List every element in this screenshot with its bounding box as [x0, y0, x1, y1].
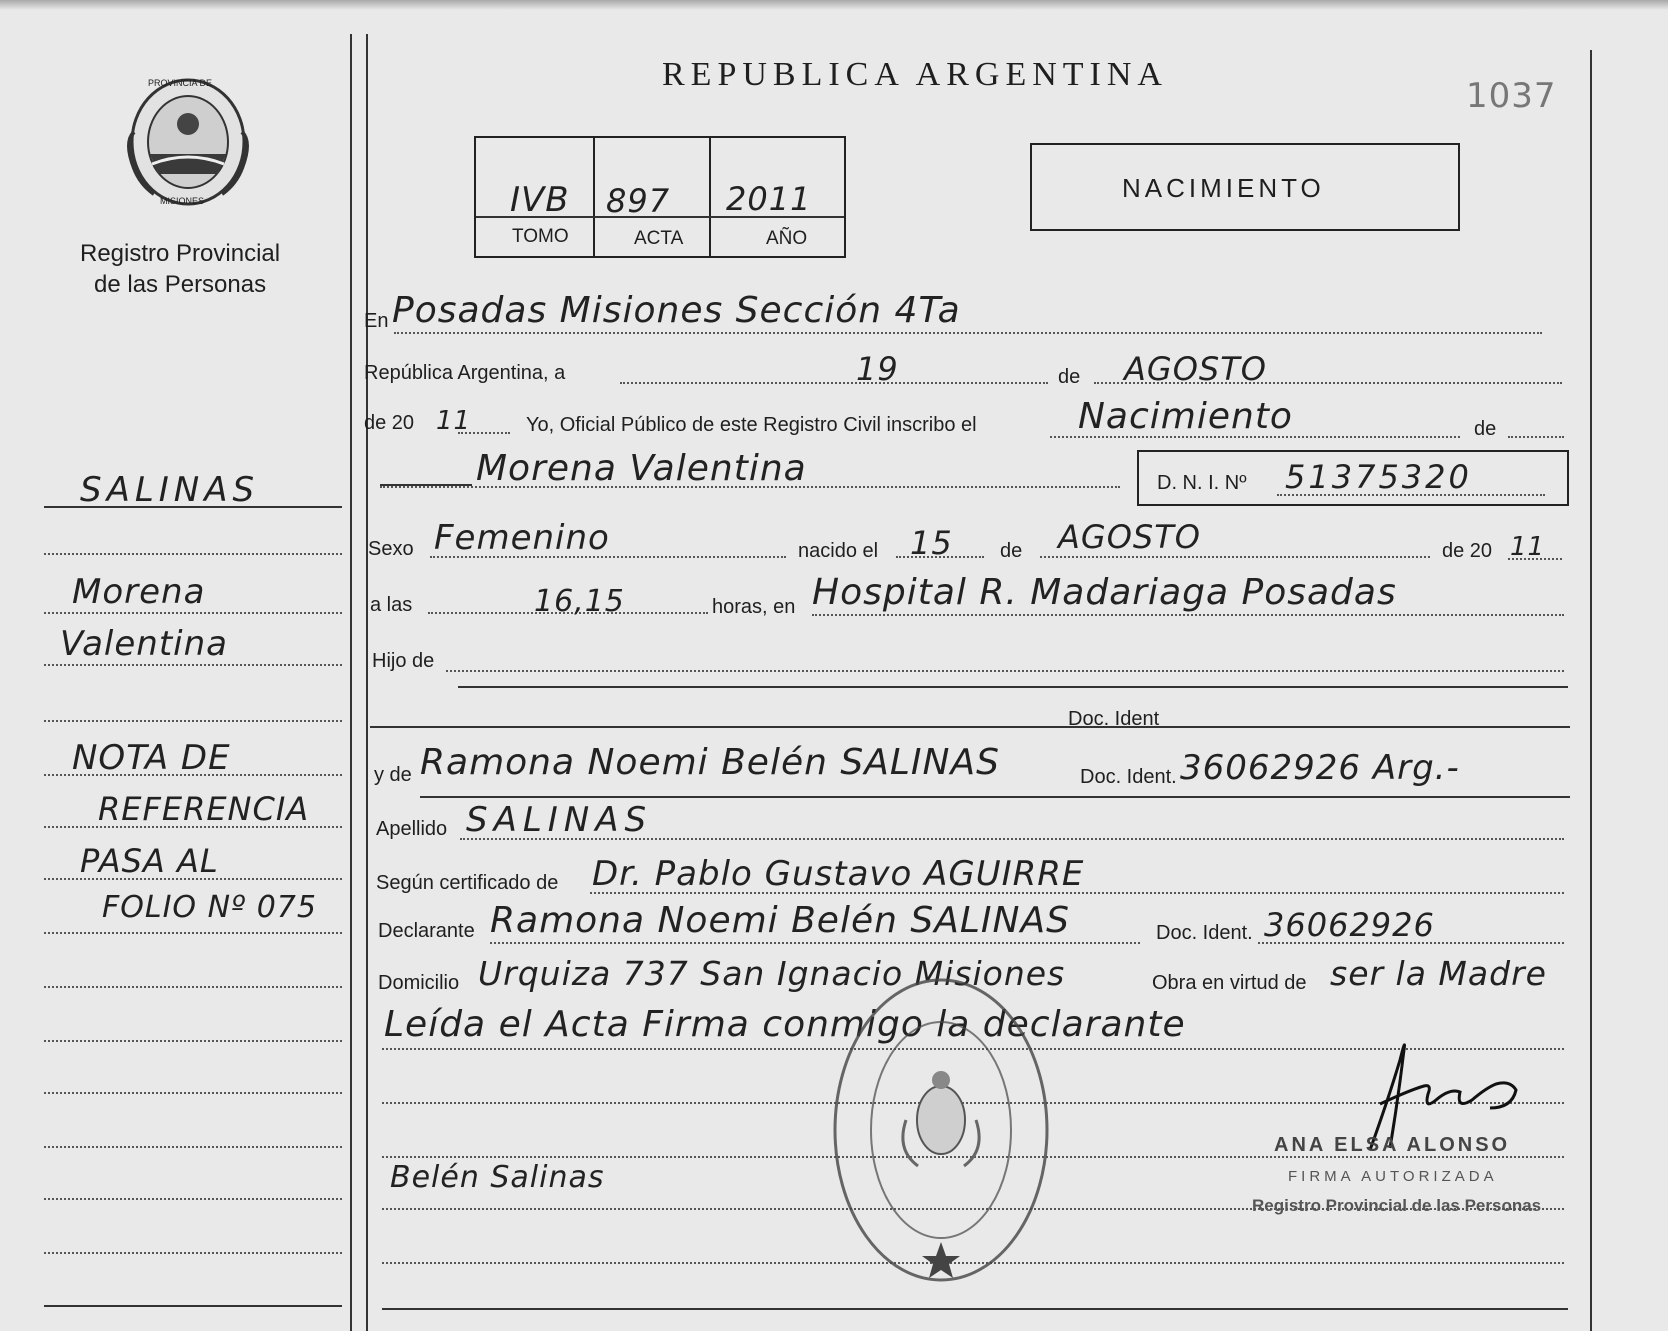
margin-note-line2: REFERENCIA: [98, 790, 310, 828]
inscribo-value: Nacimiento: [1078, 396, 1293, 437]
margin-rule: [44, 506, 342, 508]
seal-bottom-text: MISIONES: [160, 196, 205, 206]
margin-dotted-line: [44, 1146, 342, 1148]
margin-dotted-line: [44, 1198, 342, 1200]
margin-bottom-rule: [44, 1305, 342, 1307]
acta-value: 897: [606, 182, 671, 220]
mother-rule: [420, 796, 1570, 798]
mother-doc: 36062926 Arg.-: [1180, 748, 1460, 788]
apellido-value: SALINAS: [466, 800, 653, 840]
margin-dotted-line: [44, 774, 342, 776]
mother-name: Ramona Noemi Belén SALINAS: [420, 742, 1000, 783]
anio-label: AÑO: [766, 228, 808, 249]
right-edge-rule: [1590, 50, 1592, 1331]
declarante-label: Declarante: [378, 920, 475, 942]
inscribo-field-line: [1050, 436, 1460, 438]
doc-ident-label-2: Doc. Ident.: [1080, 766, 1177, 788]
official-registry: Registro Provincial de las Personas: [1252, 1196, 1542, 1215]
year-value: 11: [436, 406, 472, 436]
en-value: Posadas Misiones Sección 4Ta: [392, 290, 961, 331]
birth-month-line: [1040, 556, 1430, 558]
obra-label: Obra en virtud de: [1152, 972, 1307, 994]
declarante-doc-line: [1258, 942, 1564, 944]
domicilio-value: Urquiza 737 San Ignacio Misiones: [478, 954, 1066, 993]
de-label: de: [1058, 366, 1081, 388]
sexo-field-line: [430, 556, 786, 558]
dni-box: [1137, 450, 1569, 506]
a-las-label: a las: [370, 594, 413, 616]
declarante-doc: 36062926: [1264, 906, 1435, 944]
horas-label: horas, en: [712, 596, 796, 618]
anio-cell-divider: [709, 138, 711, 256]
left-column-rule: [350, 34, 352, 1331]
margin-dotted-line: [44, 1092, 342, 1094]
birth-de-label: de: [1000, 540, 1023, 562]
birth-month: AGOSTO: [1058, 518, 1201, 556]
seal-top-text: PROVINCIA DE: [148, 78, 213, 88]
birth-year: 11: [1510, 532, 1546, 562]
margin-dotted-line: [44, 826, 342, 828]
certificado-field-line: [590, 892, 1564, 894]
tomo-label: TOMO: [512, 226, 569, 247]
day-field-line: [620, 382, 1048, 384]
margin-note-line4: FOLIO Nº 075: [102, 890, 317, 925]
margin-dotted-line: [44, 1040, 342, 1042]
registry-stamp-icon: [826, 970, 1056, 1290]
obra-value: ser la Madre: [1330, 954, 1547, 993]
anio-value: 2011: [726, 180, 812, 218]
document-type: NACIMIENTO: [1122, 173, 1325, 203]
hijo-field-line: [446, 670, 1564, 672]
birth-year-prefix: de 20: [1442, 540, 1493, 562]
hijo-label: Hijo de: [372, 650, 435, 672]
tomo-value: IVB: [510, 180, 570, 220]
margin-dotted-line: [44, 720, 342, 722]
dni-value: 51375320: [1285, 458, 1472, 496]
apellido-label: Apellido: [376, 818, 448, 840]
father-doc-rule: [370, 726, 1570, 728]
document-type-box: [1030, 143, 1460, 231]
apellido-field-line: [460, 838, 1564, 840]
doc-ident-label-3: Doc. Ident.: [1156, 922, 1253, 944]
certificado-label: Según certificado de: [376, 872, 559, 894]
month-value: AGOSTO: [1124, 350, 1267, 388]
declarante-field-line: [490, 942, 1140, 944]
form-left-rule: [366, 34, 368, 1331]
oficial-text: Yo, Oficial Público de este Registro Civil inscribo el: [526, 414, 977, 436]
sexo-value: Femenino: [434, 518, 610, 558]
dni-field-line: [1277, 494, 1545, 496]
domicilio-label: Domicilio: [378, 972, 460, 994]
declarant-signature: Belén Salinas: [390, 1160, 605, 1195]
child-name: Morena Valentina: [476, 448, 807, 489]
doc-ident-label-1: Doc. Ident: [1068, 708, 1160, 730]
child-name-line: [380, 486, 1120, 488]
place-value: Hospital R. Madariaga Posadas: [812, 572, 1397, 613]
registry-name-line1: Registro Provincial: [80, 240, 281, 267]
de-field-line: [1508, 436, 1564, 438]
certificado-value: Dr. Pablo Gustavo AGUIRRE: [592, 854, 1085, 894]
hour-value: 16,15: [534, 584, 625, 619]
declarante-value: Ramona Noemi Belén SALINAS: [490, 900, 1070, 941]
margin-dotted-line: [44, 932, 342, 934]
margin-note-line1: NOTA DE: [72, 738, 231, 778]
acta-label: ACTA: [634, 228, 684, 249]
margin-dotted-line: [44, 986, 342, 988]
year-field-line: [458, 432, 510, 434]
margin-surname: SALINAS: [80, 470, 260, 510]
margin-given-name-1: Morena: [72, 572, 206, 612]
registry-name-line2: de las Personas: [94, 271, 267, 298]
record-number-box: [474, 136, 846, 258]
official-name: ANA ELSA ALONSO: [1274, 1134, 1511, 1156]
father-rule: [458, 686, 1568, 688]
provincial-seal-icon: [118, 72, 258, 212]
page-title: REPUBLICA ARGENTINA: [662, 56, 1168, 93]
birth-day-line: [896, 556, 984, 558]
nacido-label: nacido el: [798, 540, 879, 562]
official-role: FIRMA AUTORIZADA: [1288, 1168, 1498, 1185]
de-label-2: de: [1474, 418, 1497, 440]
place-field-line: [812, 614, 1564, 616]
page-number: 1037: [1466, 76, 1557, 116]
y-de-label: y de: [374, 764, 412, 786]
margin-dotted-line: [44, 878, 342, 880]
form-bottom-rule: [382, 1308, 1568, 1310]
scan-shadow: [0, 0, 1668, 10]
republica-label: República Argentina, a: [364, 362, 566, 384]
en-field-line: [394, 332, 1542, 334]
margin-dotted-line: [44, 664, 342, 666]
sexo-label: Sexo: [368, 538, 414, 560]
year-prefix: de 20: [364, 412, 415, 434]
day-value: 19: [856, 350, 899, 388]
margin-dotted-line: [44, 553, 342, 555]
dni-label: D. N. I. Nº: [1157, 472, 1247, 494]
birth-year-line: [1508, 558, 1562, 560]
closing-text: Leída el Acta Firma conmigo la declarante: [384, 1004, 1186, 1045]
en-label: En: [364, 310, 389, 332]
margin-dotted-line: [44, 612, 342, 614]
margin-dotted-line: [44, 1252, 342, 1254]
margin-given-name-2: Valentina: [60, 624, 228, 664]
margin-note-line3: PASA AL: [80, 842, 219, 880]
acta-cell-divider: [593, 138, 595, 256]
birth-day: 15: [910, 524, 953, 562]
